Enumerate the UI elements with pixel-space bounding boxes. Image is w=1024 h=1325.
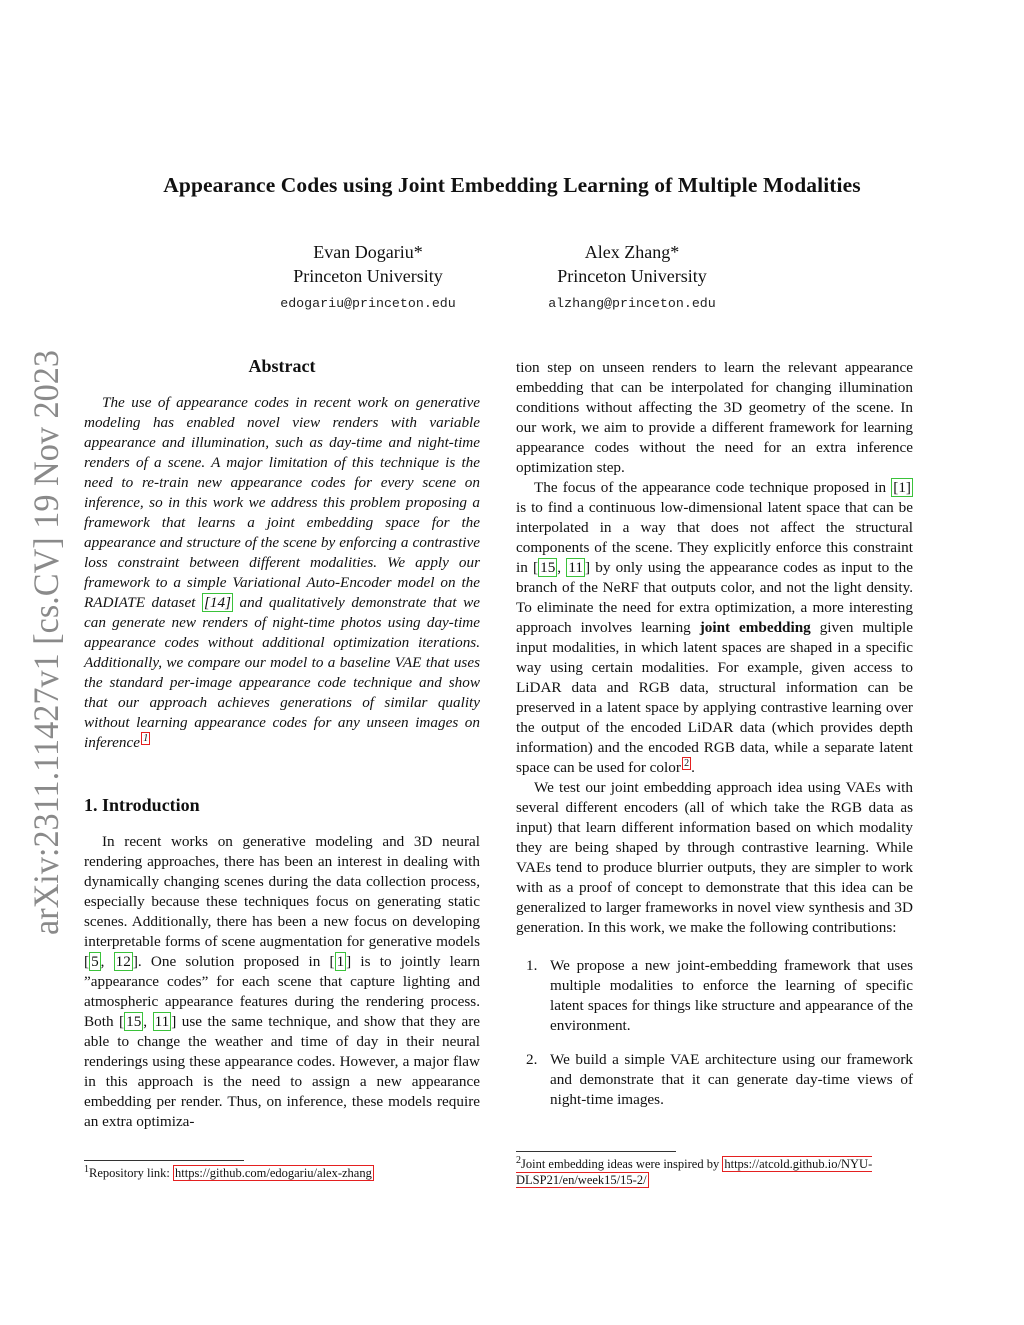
paragraph-text: In recent works on generative modeling and 3D neural rendering approaches, there has been an interest in dealing with dynamically changing scenes during the data collection process, especially because these techniques focus on generating static scenes. Additionally, there has been a new focus on developing interpretable forms of scene augmentation for generative models [ xyxy=(84,833,480,970)
repository-link[interactable]: https://github.com/edogariu/alex-zhang xyxy=(175,1166,372,1180)
author-name: Evan Dogariu* xyxy=(313,242,423,262)
list-number: 1. xyxy=(526,957,538,974)
citation-link[interactable]: 15 xyxy=(126,1013,142,1030)
author-affiliation: Princeton University xyxy=(293,266,443,286)
arxiv-identifier-stamp xyxy=(22,345,68,945)
citation-link[interactable]: [14] xyxy=(203,594,231,611)
body-paragraph xyxy=(516,478,913,778)
citation-link[interactable]: 5 xyxy=(91,953,99,970)
bold-term: joint embedding xyxy=(699,619,811,636)
citation-link[interactable]: 12 xyxy=(115,953,131,970)
intro-paragraph xyxy=(84,832,480,1132)
left-column xyxy=(84,356,480,1132)
paragraph-text: . xyxy=(691,759,695,776)
footnote-link[interactable]: 1 xyxy=(143,732,149,744)
paragraph-text: , xyxy=(557,559,567,576)
footnote-right xyxy=(516,1151,913,1188)
paragraph-text: , xyxy=(143,1013,153,1030)
paper-title: Appearance Codes using Joint Embedding Learning of Multiple Modalities xyxy=(163,173,861,197)
author-block xyxy=(492,240,772,316)
author-email[interactable]: edogariu@princeton.edu xyxy=(280,296,456,311)
paragraph-text: is to find a continuous low-dimensional latent space that can be interpolated in a way that does not affect the structural components of the scene. They explicitly enforce this constraint in [ xyxy=(516,499,913,576)
arxiv-stamp-text: arXiv:2311.11427v1 [cs.CV] 19 Nov 2023 xyxy=(26,345,66,935)
footnote-label: Joint embedding ideas were inspired by xyxy=(521,1157,723,1171)
abstract-text xyxy=(84,393,480,753)
citation-link[interactable]: [1] xyxy=(893,479,911,496)
abstract-heading: Abstract xyxy=(248,356,316,376)
footnote-divider xyxy=(84,1160,244,1161)
footnote-mark: 1 xyxy=(84,1163,89,1175)
abstract-text-part: and qualitatively demonstrate that we can generate new renders of night-time photos using day-time appearance codes without additional optimization iterations. Additionally, we compare our model to a baseline VAE that uses the standard per-image appearance code technique and show that our approach achieves generations of similar quality without learning appearance codes for any unseen images on inference xyxy=(84,594,481,751)
paragraph-text: ] use the same technique, and show that they are able to change the weather and time of day in their neural renderings using these appearance codes. However, a major flaw in this approach is the need to assign a new appearance embedding per render. Thus, on inference, these models require an extra optimiza- xyxy=(84,1013,480,1130)
list-number: 2. xyxy=(526,1051,538,1068)
list-item xyxy=(516,956,913,1036)
citation-link[interactable]: 15 xyxy=(540,559,556,576)
abstract-text-part: The use of appearance codes in recent work on generative modeling has enabled novel view renders with variable appearance and illumination, such as day-time and night-time renders of a scene. A major limitation of this technique is the need to re-train new appearance codes for every scene on inference, so in this work we address this problem proposing a framework that learns a joint embedding space for the appearance and structure of the scene by enforcing a contrastive loss constraint between different modalities. We apply our framework to a simple Variational Auto-Encoder model on the RADIATE dataset xyxy=(84,394,480,611)
right-column xyxy=(516,358,913,1124)
paragraph-text: ]. One solution proposed in [ xyxy=(132,953,335,970)
paragraph-text: ] by only using the appearance codes as input to the branch of the NeRF that outputs color, and not the light density. To eliminate the need for extra optimization, a more interesting approach involves learning xyxy=(516,559,914,636)
author-affiliation: Princeton University xyxy=(557,266,707,286)
footnote-divider xyxy=(516,1151,676,1152)
footnote-text xyxy=(84,1165,480,1181)
contributions-list xyxy=(516,956,913,1110)
author-name: Alex Zhang* xyxy=(584,242,680,262)
list-item xyxy=(516,1050,913,1110)
footnote-mark: 2 xyxy=(516,1154,521,1166)
citation-link[interactable]: 1 xyxy=(336,953,345,970)
author-email[interactable]: alzhang@princeton.edu xyxy=(548,296,716,311)
footnote-left xyxy=(84,1160,480,1181)
paragraph-text: The focus of the appearance code technique proposed in xyxy=(534,479,892,496)
author-block xyxy=(228,240,508,316)
footnote-text xyxy=(516,1156,913,1188)
body-paragraph: tion step on unseen renders to learn the relevant appearance embedding that can be interpolated for changing illumination conditions without affecting the 3D geometry of the scene. In our work, we aim to provide a different framework for learning appearance codes without the need for an extra inference optimization step. xyxy=(516,359,913,476)
footnote-label: Repository link: xyxy=(89,1166,174,1180)
section-heading-introduction: 1. Introduction xyxy=(84,795,200,815)
citation-link[interactable]: 11 xyxy=(568,559,583,576)
paragraph-text: given multiple input modalities, in which latent spaces are shaped in a specific way using certain modalities. For example, given access to LiDAR data and RGB data, structural information can be preserved in a latent space by applying contrastive learning over the output of the encoded LiDAR data (which provides depth information) and the encoded RGB data, while a separate latent space can be used for color xyxy=(516,619,913,776)
citation-link[interactable]: 11 xyxy=(154,1013,170,1030)
body-paragraph: We test our joint embedding approach idea using VAEs with several different encoders (all of which take the RGB data as input) that learn different information based on which modality they are being shaped by through contrastive learning. While VAEs tend to produce blurrier outputs, they are simpler to work with as a proof of concept to demonstrate that this idea can be generalized to larger frameworks in novel view synthesis and 3D generation. In this work, we make the following contributions: xyxy=(516,779,913,936)
footnote-link[interactable]: 2 xyxy=(684,757,690,769)
reference-link[interactable]: https://atcold.github.io/NYU-DLSP21/en/week15/15-2/ xyxy=(516,1157,873,1187)
paragraph-text: , xyxy=(100,953,114,970)
paragraph-text: ] is to jointly learn ”appearance codes” for each scene that capture lighting and atmospheric appearance features during the rendering process. Both [ xyxy=(84,953,481,1030)
list-item-text: We propose a new joint-embedding framework that uses multiple modalities to enforce the learning of specific latent spaces for things like structure and appearance of the environment. xyxy=(550,957,913,1034)
list-item-text: We build a simple VAE architecture using our framework and demonstrate that it can generate day-time views of night-time images. xyxy=(550,1051,913,1108)
